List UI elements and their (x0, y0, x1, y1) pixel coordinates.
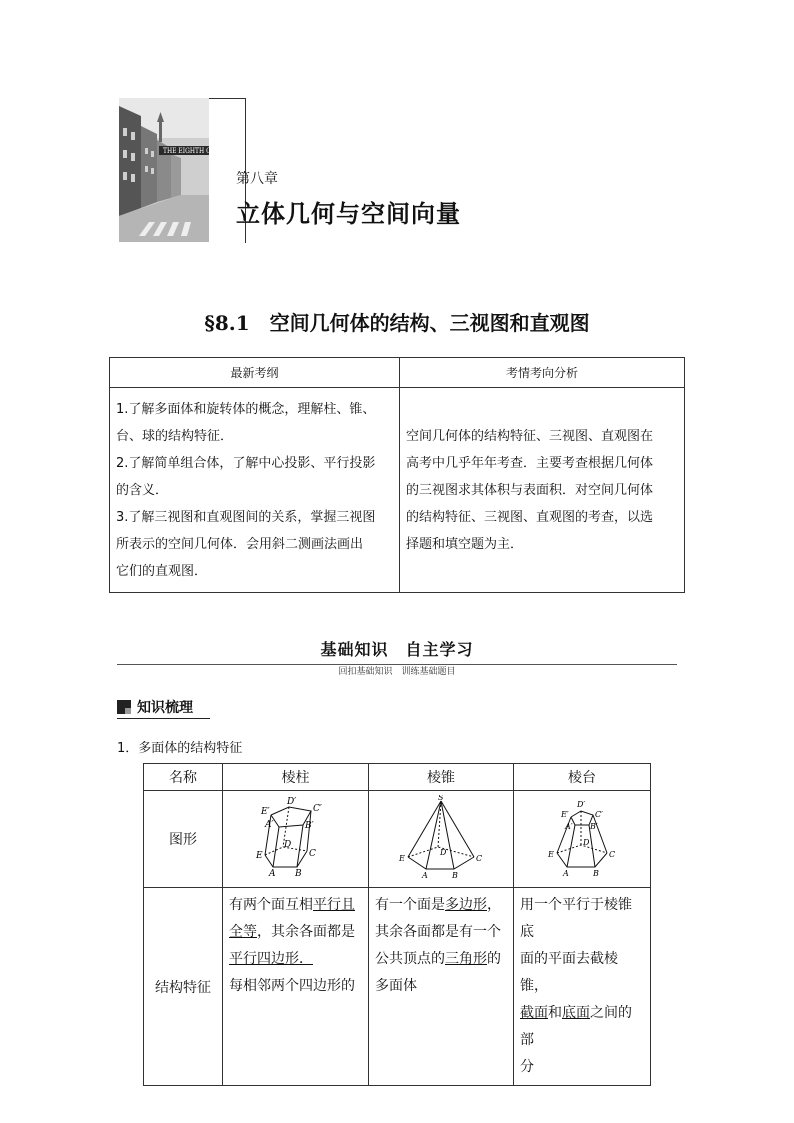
svg-text:C′: C′ (312, 804, 322, 814)
svg-text:A: A (422, 871, 428, 879)
svg-text:D: D (583, 838, 590, 847)
prism-text: 每相邻两个四边形的 (229, 978, 355, 994)
chapter-number: 第八章 (236, 171, 278, 187)
chapter-title: 立体几何与空间向量 (236, 200, 461, 228)
svg-text:C: C (308, 849, 316, 859)
knowledge-heading-text: 知识梳理 (137, 700, 193, 716)
outline-left-line: 所表示的空间几何体．会用斜二测画法画出 (116, 536, 364, 552)
header-prism: 棱柱 (223, 764, 369, 791)
pyramid-figure-cell (369, 791, 514, 888)
header-pyramid: 棱锥 (369, 764, 514, 791)
frustum-text: 分 (520, 1059, 534, 1075)
prism-feature-cell (223, 888, 369, 1086)
pyramid-text: 公共顶点的 (375, 951, 445, 967)
frustum-text: 面的平面去截棱锥， (520, 951, 618, 994)
outline-table (109, 357, 685, 593)
svg-text:B′: B′ (304, 821, 314, 831)
outline-left-line: 它们的直观图． (116, 563, 208, 579)
svg-text:D: D (440, 848, 447, 857)
prism-underlined: 平行四边形． (229, 951, 313, 967)
svg-text:S: S (438, 795, 444, 802)
svg-text:B: B (593, 869, 599, 878)
outline-header-right: 考情考向分析 (400, 358, 685, 388)
svg-text:A: A (563, 869, 569, 878)
pyramid-figure (396, 795, 486, 879)
outline-left-cell (110, 388, 400, 593)
chapter-photo (119, 98, 209, 242)
svg-text:D′: D′ (577, 800, 586, 809)
chapter-photo-caption: THE EIGHTH CHAPTER (163, 147, 237, 155)
pyramid-feature-cell (369, 888, 514, 1086)
banner-subtitle: 回扣基础知识 训练基础题目 (332, 667, 461, 677)
frustum-text: 用一个平行于棱锥底 (520, 897, 632, 940)
frustum-feature-cell (514, 888, 651, 1086)
svg-text:A′: A′ (565, 822, 573, 831)
frustum-text: 之间的部 (520, 1005, 632, 1048)
svg-text:C: C (476, 854, 483, 863)
prism-underlined: 全等 (229, 924, 257, 940)
frustum-figure-cell (514, 791, 651, 888)
prism-text: 有两个面互相 (229, 897, 313, 913)
square-icon (117, 700, 131, 714)
outline-left-line: 的含义． (116, 482, 169, 498)
prism-figure-cell (223, 791, 369, 888)
svg-text:E′: E′ (260, 807, 270, 817)
svg-text:E′: E′ (561, 810, 569, 819)
pyramid-underlined: 多边形 (445, 897, 487, 913)
pyramid-text: ， (487, 897, 501, 913)
frustum-figure (537, 795, 627, 879)
item-1-title: 1．多面体的结构特征 (117, 741, 243, 756)
pyramid-underlined: 三角形 (445, 951, 487, 967)
prism-figure (251, 795, 341, 879)
section-title: §8.1 空间几何体的结构、三视图和直观图 (204, 311, 590, 335)
outline-right-line: 的三视图求其体积与表面积．对空间几何体 (406, 482, 654, 498)
banner-title: 基础知识 自主学习 (320, 640, 474, 659)
header-name: 名称 (144, 764, 223, 791)
svg-text:B: B (294, 869, 302, 879)
pyramid-text: 其余各面都是有一个 (375, 924, 501, 940)
prism-text: ，其余各面都是 (257, 924, 355, 940)
pyramid-text: 多面体 (375, 978, 417, 994)
outline-right-line: 空间几何体的结构特征、三视图、直观图在 (406, 428, 654, 444)
svg-text:D: D (283, 840, 291, 850)
svg-text:B′: B′ (590, 822, 598, 831)
pyramid-text: 的 (487, 951, 501, 967)
svg-text:E: E (548, 850, 554, 859)
svg-text:A′: A′ (264, 820, 274, 830)
knowledge-heading (117, 697, 193, 717)
outline-left-line: 2.了解简单组合体，了解中心投影、平行投影 (116, 455, 376, 471)
outline-right-line: 的结构特征、三视图、直观图的考查，以选 (406, 509, 654, 525)
frustum-text: 和 (548, 1005, 562, 1021)
frustum-underlined: 底面 (562, 1005, 590, 1021)
knowledge-heading-underline (117, 718, 210, 719)
prism-underlined: 平行且 (313, 897, 355, 913)
outline-left-line: 3.了解三视图和直观图间的关系，掌握三视图 (116, 509, 376, 525)
outline-right-line: 择题和填空题为主． (406, 536, 524, 552)
svg-text:D′: D′ (286, 797, 296, 807)
svg-text:B: B (452, 871, 458, 879)
outline-left-line: 台、球的结构特征． (116, 428, 234, 444)
header-frustum: 棱台 (514, 764, 651, 791)
outline-left-line: 1.了解多面体和旋转体的概念，理解柱、锥、 (116, 401, 376, 417)
banner-subtitle-wrap (0, 659, 794, 678)
svg-text:E: E (255, 851, 263, 861)
row-feature-label: 结构特征 (144, 888, 223, 1086)
pyramid-text: 有一个面是 (375, 897, 445, 913)
outline-right-line: 高考中几乎年年考查．主要考查根据几何体 (406, 455, 654, 471)
polyhedron-table (143, 763, 651, 1086)
frustum-underlined: 截面 (520, 1005, 548, 1021)
svg-text:C: C (609, 850, 616, 859)
svg-text:E: E (399, 854, 405, 863)
svg-text:C′: C′ (595, 810, 603, 819)
row-figure-label: 图形 (144, 791, 223, 888)
svg-text:A: A (268, 869, 275, 879)
outline-header-left: 最新考纲 (110, 358, 400, 388)
outline-right-cell (400, 388, 685, 593)
